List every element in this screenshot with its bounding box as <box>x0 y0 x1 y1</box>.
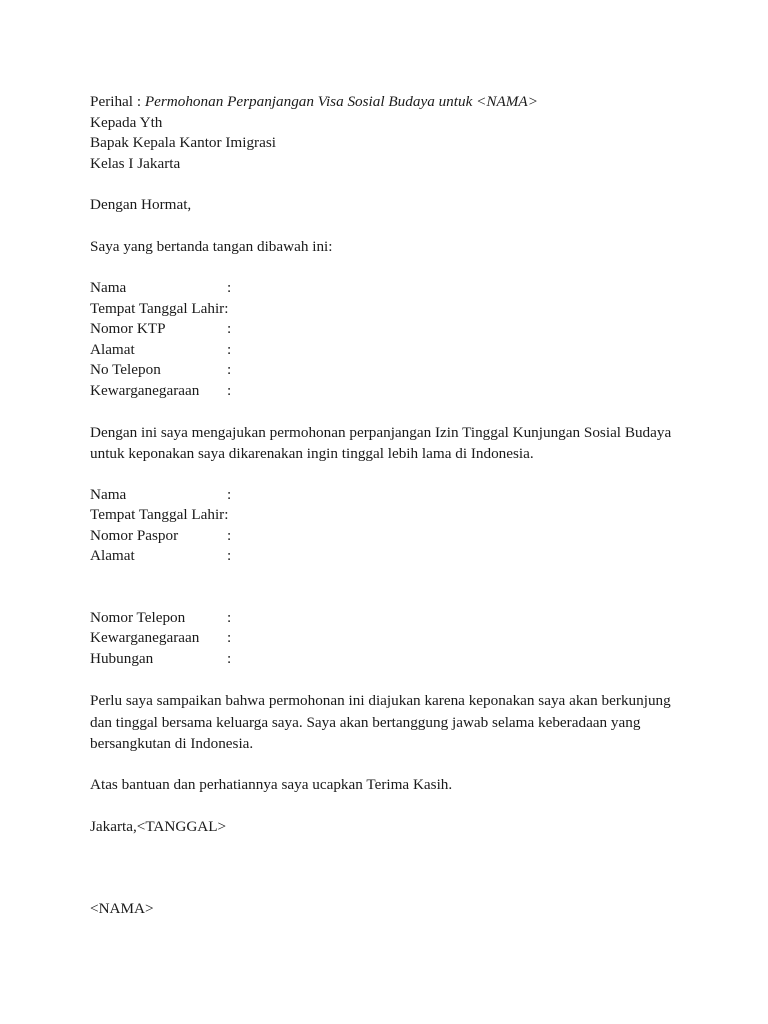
field-row <box>90 546 690 567</box>
field-label: Nomor Telepon <box>90 608 186 626</box>
reason-paragraph <box>90 690 680 755</box>
field-row <box>90 360 690 381</box>
field-colon: : <box>224 506 229 524</box>
field-label: Nama <box>90 279 127 297</box>
field-colon: : <box>227 361 232 379</box>
field-colon: : <box>227 526 232 544</box>
spacer <box>90 567 690 608</box>
field-label: Kewarganegaraan <box>90 381 200 399</box>
field-label: Alamat <box>90 340 135 358</box>
spacer <box>90 796 690 817</box>
field-row <box>90 299 690 320</box>
guest-fields-a <box>90 485 690 567</box>
field-colon: : <box>227 629 232 647</box>
field-label: Kewarganegaraan <box>90 629 200 647</box>
field-row <box>90 319 690 340</box>
spacer <box>90 669 690 690</box>
field-label: Nomor Paspor <box>90 526 179 544</box>
field-row <box>90 340 690 361</box>
recipient-line-1: Kepada Yth <box>90 113 163 131</box>
field-colon: : <box>227 608 232 626</box>
signature-space <box>90 837 690 899</box>
field-label: Hubungan <box>90 649 154 667</box>
field-colon: : <box>227 340 232 358</box>
guest-fields-b <box>90 608 690 670</box>
field-row <box>90 505 690 526</box>
field-colon: : <box>227 381 232 399</box>
field-row <box>90 526 690 547</box>
field-row <box>90 649 690 670</box>
spacer <box>90 755 690 776</box>
field-label: Nama <box>90 485 127 503</box>
spacer <box>90 464 690 485</box>
closing-line: Atas bantuan dan perhatiannya saya ucapkan Terima Kasih. <box>90 776 453 794</box>
field-label: No Telepon <box>90 361 161 379</box>
spacer <box>90 401 690 422</box>
field-row <box>90 381 690 402</box>
field-row <box>90 278 690 299</box>
recipient-line-3: Kelas I Jakarta <box>90 155 181 173</box>
field-label: Tempat Tanggal Lahir <box>90 506 225 524</box>
field-colon: : <box>227 649 232 667</box>
field-label: Nomor KTP <box>90 320 166 338</box>
paragraph-line: untuk keponakan saya dikarenakan ingin tinggal lebih lama di Indonesia. <box>90 444 534 462</box>
place-date: Jakarta,<TANGGAL> <box>90 817 227 835</box>
field-colon: : <box>227 320 232 338</box>
paragraph-line: Perlu saya sampaikan bahwa permohonan ini diajukan karena keponakan saya akan berkunjung <box>90 692 671 710</box>
field-label: Alamat <box>90 547 135 565</box>
paragraph-line: bersangkutan di Indonesia. <box>90 735 254 753</box>
greeting: Dengan Hormat, <box>90 196 192 214</box>
spacer <box>90 175 690 196</box>
paragraph-line: dan tinggal bersama keluarga saya. Saya akan bertanggung jawab selama keberadaan yang <box>90 713 641 731</box>
spacer <box>90 258 690 279</box>
field-row <box>90 628 690 649</box>
subject-line <box>90 92 690 113</box>
request-paragraph <box>90 422 680 464</box>
field-colon: : <box>227 279 232 297</box>
recipient-line-2: Bapak Kepala Kantor Imigrasi <box>90 134 276 152</box>
applicant-fields <box>90 278 690 401</box>
paragraph-line: Dengan ini saya mengajukan permohonan perpanjangan Izin Tinggal Kunjungan Sosial Budaya <box>90 423 672 441</box>
field-colon: : <box>227 485 232 503</box>
signature-name: <NAMA> <box>90 900 154 918</box>
field-row <box>90 608 690 629</box>
field-colon: : <box>227 547 232 565</box>
subject-prefix: Perihal : <box>90 93 145 110</box>
intro-line: Saya yang bertanda tangan dibawah ini: <box>90 237 333 255</box>
spacer <box>90 216 690 237</box>
field-colon: : <box>224 299 229 317</box>
field-row <box>90 485 690 506</box>
letter-page <box>90 92 690 920</box>
field-label: Tempat Tanggal Lahir <box>90 299 225 317</box>
subject-text: Permohonan Perpanjangan Visa Sosial Budaya untuk <NAMA> <box>144 93 538 110</box>
